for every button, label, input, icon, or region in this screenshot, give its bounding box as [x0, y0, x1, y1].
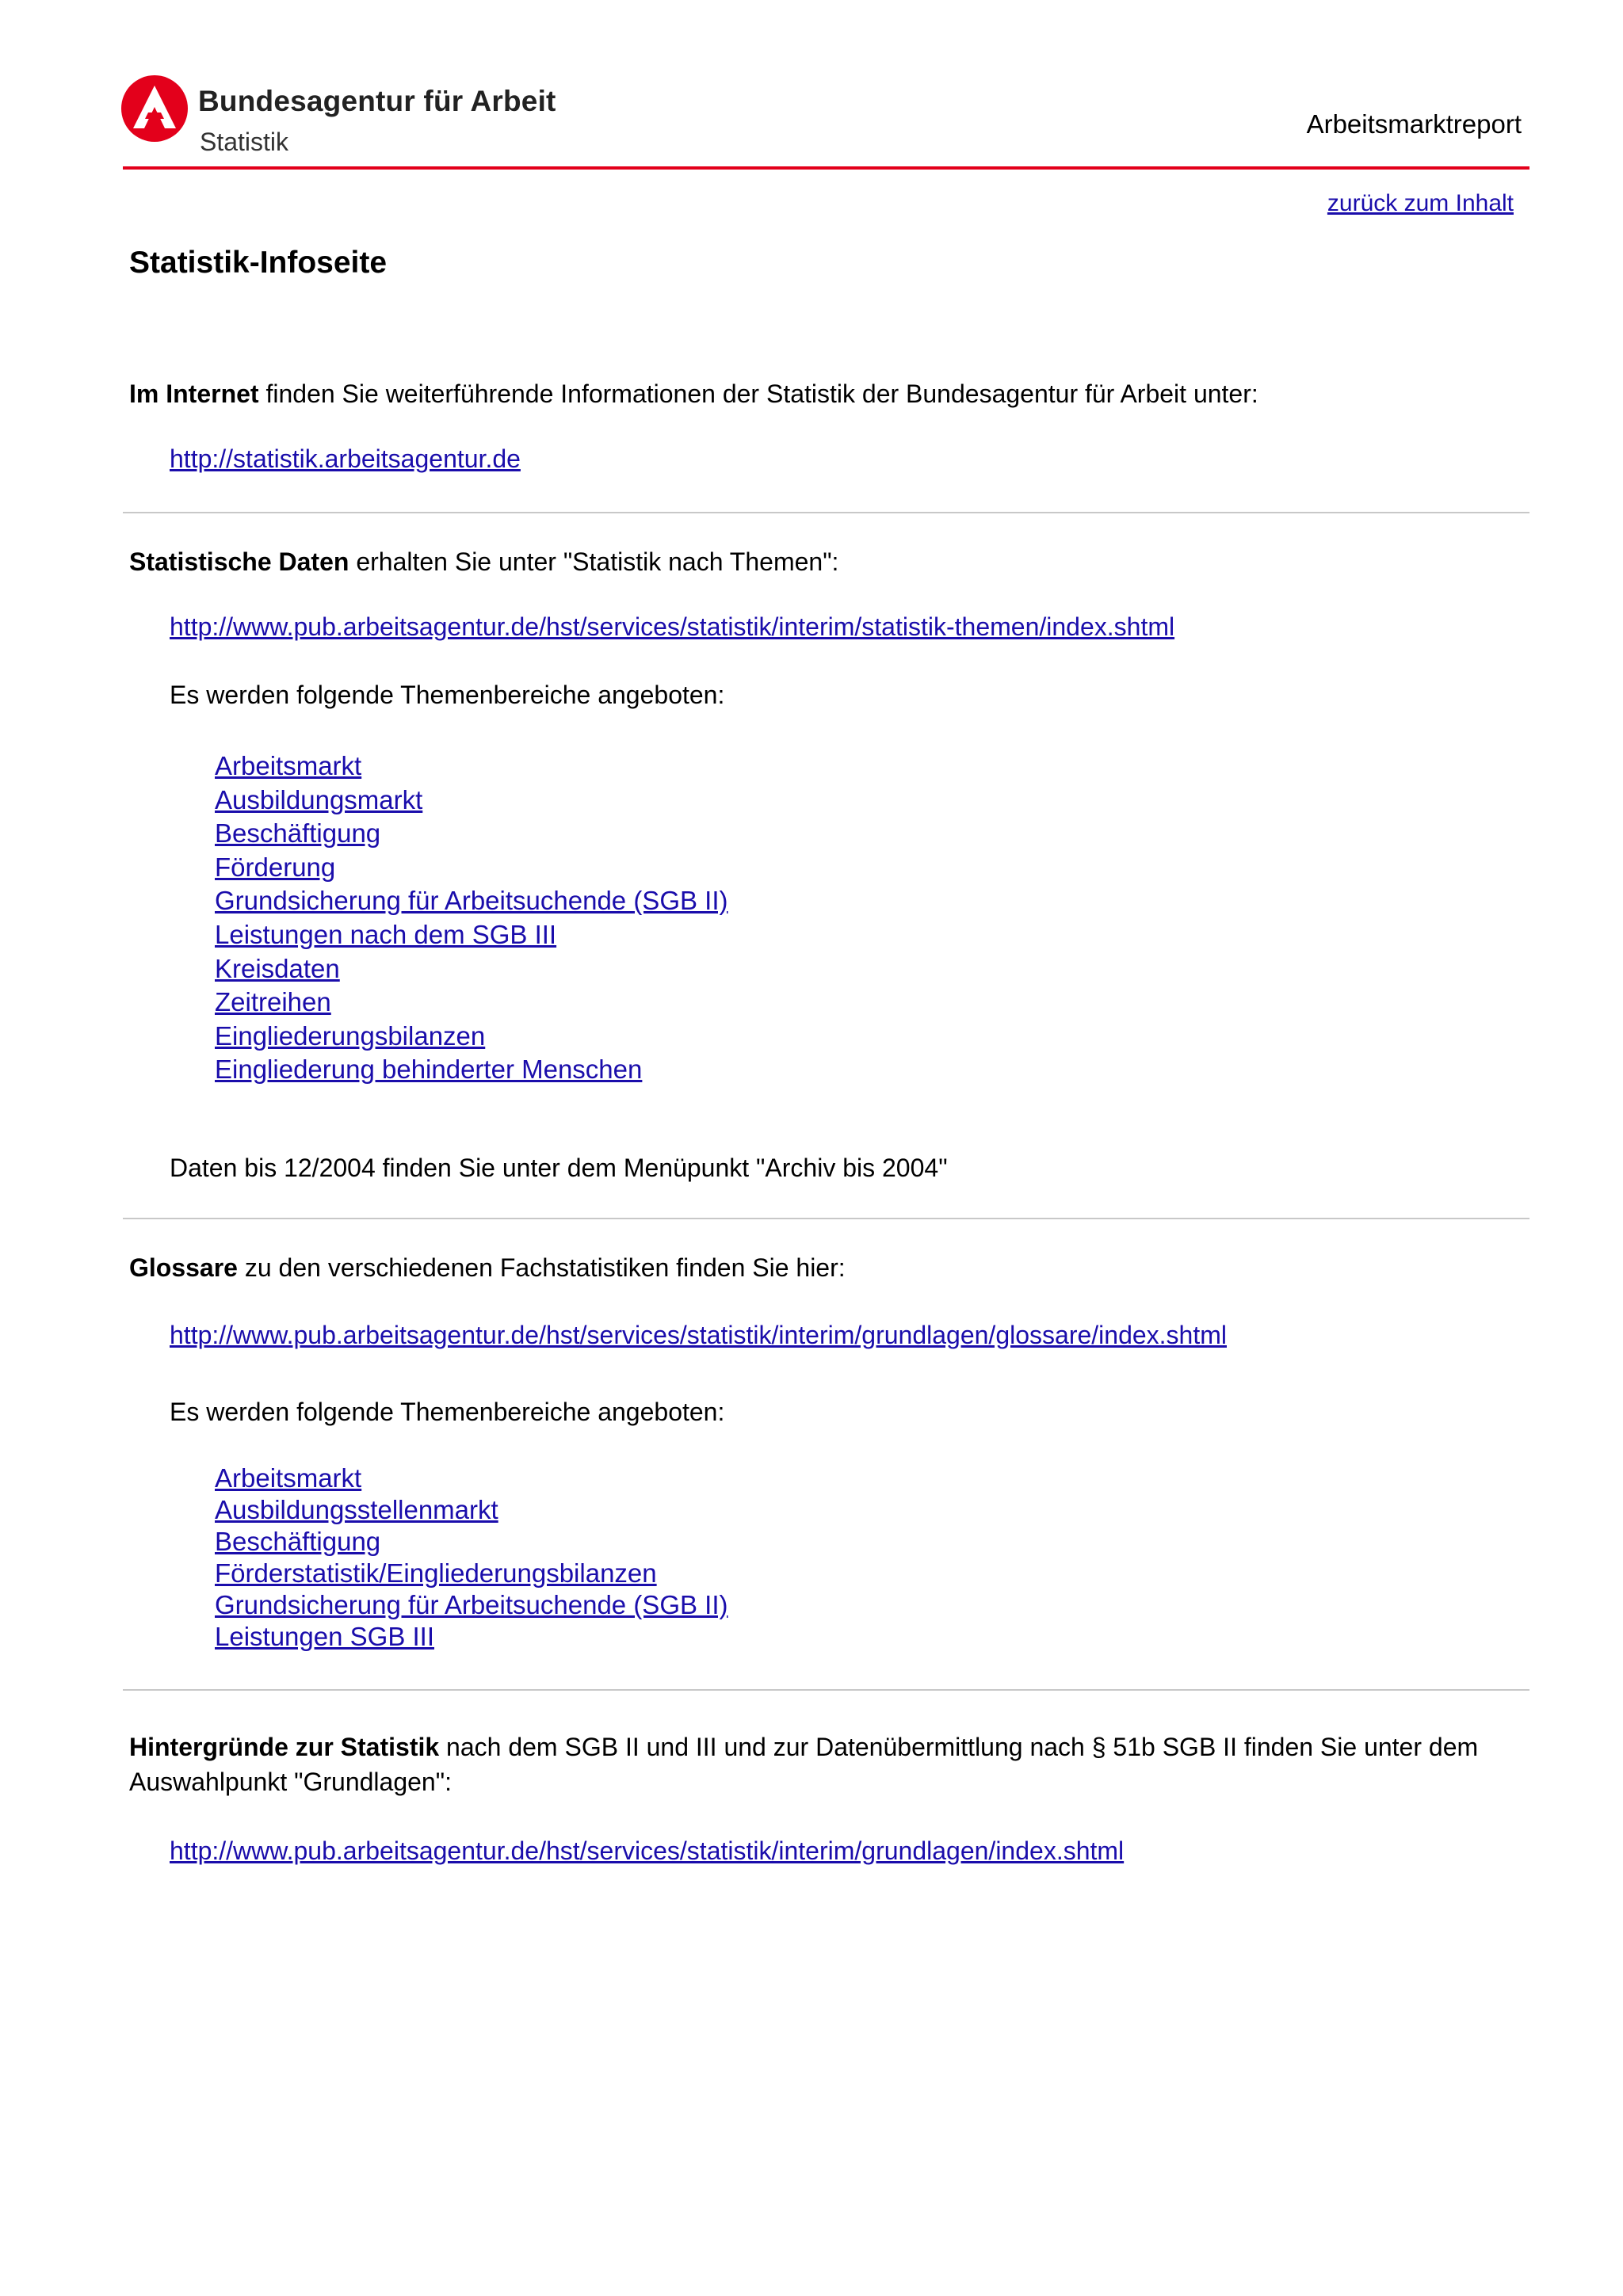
- topic-link[interactable]: Förderung: [215, 852, 336, 882]
- daten-paragraph: [129, 544, 1532, 579]
- topic-link[interactable]: Beschäftigung: [215, 818, 381, 849]
- internet-url-link[interactable]: http://statistik.arbeitsagentur.de: [170, 444, 521, 473]
- topic-link[interactable]: Leistungen nach dem SGB III: [215, 919, 557, 949]
- section-divider: [123, 512, 1529, 513]
- hintergruende-url-link[interactable]: http://www.pub.arbeitsagentur.de/hst/services/statistik/interim/grundlagen/index.shtml: [170, 1836, 1125, 1865]
- topic-link[interactable]: Eingliederung behinderter Menschen: [215, 1055, 643, 1085]
- daten-topic-list: [215, 749, 728, 1087]
- topic-link[interactable]: Grundsicherung für Arbeitsuchende (SGB II): [215, 886, 728, 916]
- glossare-paragraph: [129, 1250, 1532, 1285]
- internet-bold: Im Internet: [129, 379, 259, 408]
- glossare-bold: Glossare: [129, 1253, 238, 1282]
- topic-link[interactable]: Leistungen SGB III: [215, 1622, 435, 1651]
- topic-link[interactable]: Eingliederungsbilanzen: [215, 1020, 486, 1051]
- topic-link[interactable]: Ausbildungsmarkt: [215, 784, 423, 814]
- topic-link[interactable]: Arbeitsmarkt: [215, 751, 362, 780]
- glossare-list-intro: Es werden folgende Themenbereiche angeboten:: [170, 1398, 725, 1426]
- back-to-contents-link[interactable]: zurück zum Inhalt: [1327, 190, 1514, 216]
- hintergruende-text: nach dem SGB II und III und zur Datenübermittlung nach § 51b SGB II finden Sie unter dem Auswahlpunkt "Grundlagen":: [129, 1733, 1479, 1796]
- archive-note: Daten bis 12/2004 finden Sie unter dem Menüpunkt "Archiv bis 2004": [170, 1154, 948, 1182]
- report-title: Arbeitsmarktreport: [1306, 109, 1522, 139]
- glossare-url-link[interactable]: http://www.pub.arbeitsagentur.de/hst/services/statistik/interim/grundlagen/glossare/index.shtml: [170, 1321, 1227, 1349]
- topic-link[interactable]: Kreisdaten: [215, 953, 340, 983]
- hintergruende-paragraph: [129, 1730, 1532, 1799]
- header-rule: [123, 166, 1529, 170]
- topic-link[interactable]: Arbeitsmarkt: [215, 1463, 362, 1493]
- section-divider: [123, 1218, 1529, 1219]
- daten-bold: Statistische Daten: [129, 547, 349, 576]
- org-name: Bundesagentur für Arbeit: [198, 85, 556, 117]
- daten-url-link[interactable]: http://www.pub.arbeitsagentur.de/hst/services/statistik/interim/statistik-themen/index.shtml: [170, 612, 1175, 641]
- page-title: Statistik-Infoseite: [129, 246, 388, 280]
- daten-text: erhalten Sie unter "Statistik nach Themen":: [349, 547, 839, 576]
- topic-link[interactable]: Beschäftigung: [215, 1527, 381, 1556]
- hintergruende-bold: Hintergründe zur Statistik: [129, 1733, 440, 1761]
- daten-list-intro: Es werden folgende Themenbereiche angeboten:: [170, 681, 725, 709]
- ba-logo-icon: [119, 73, 190, 144]
- topic-link[interactable]: Ausbildungsstellenmarkt: [215, 1495, 498, 1524]
- section-divider: [123, 1689, 1529, 1691]
- internet-text: finden Sie weiterführende Informationen der Statistik der Bundesagentur für Arbeit unter:: [258, 379, 1258, 408]
- glossare-topic-list: [215, 1463, 728, 1653]
- org-subtitle: Statistik: [200, 128, 289, 156]
- topic-link[interactable]: Zeitreihen: [215, 987, 331, 1017]
- internet-paragraph: [129, 376, 1532, 411]
- topic-link[interactable]: Förderstatistik/Eingliederungsbilanzen: [215, 1558, 657, 1588]
- glossare-text: zu den verschiedenen Fachstatistiken finden Sie hier:: [237, 1253, 846, 1282]
- topic-link[interactable]: Grundsicherung für Arbeitsuchende (SGB II): [215, 1590, 728, 1619]
